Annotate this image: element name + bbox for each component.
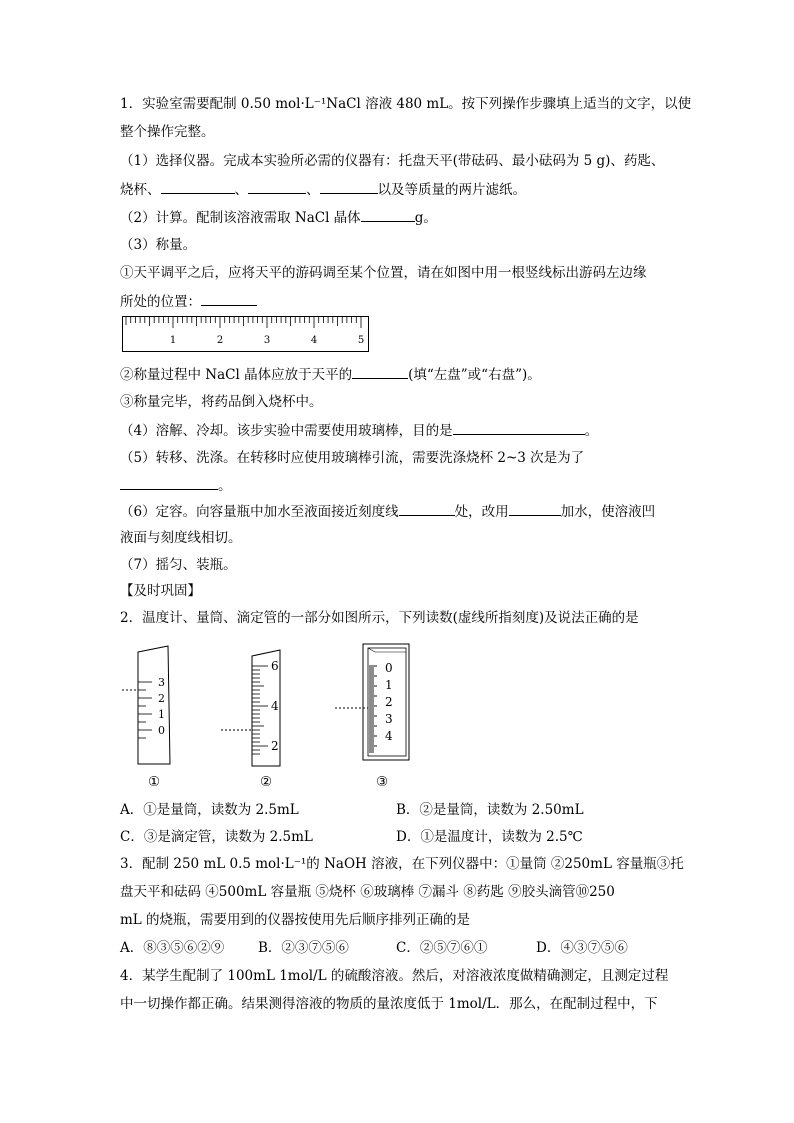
fig2-tick-label: 4 [271,699,279,713]
answer-blank[interactable] [399,502,455,516]
q1-step5-line1: （5）转移、洗涤。在转移时应使用玻璃棒引流，需要洗涤烧杯 2~3 次是为了 [120,450,585,466]
figure-label-1: ① [148,774,161,790]
q1-step6-line2: 液面与刻度线相切。 [120,530,242,546]
q1-step2 [120,208,437,227]
answer-blank[interactable] [352,365,408,379]
text: 处，改用 [454,504,509,520]
text: 。 [584,423,599,439]
text: 所处的位置： [120,294,201,310]
q3-option-c[interactable]: C．②⑤⑦⑥① [396,940,488,956]
text: 、 [306,182,320,198]
fig3-tick-label: 1 [385,678,393,692]
q2-option-d[interactable]: D．①是温度计，读数为 2.5℃ [396,829,583,845]
answer-blank[interactable] [201,292,257,306]
figure-label-3: ③ [376,774,389,790]
figure-2-instrument [218,648,298,774]
text: （2）计算。配制该溶液需取 NaCl 晶体 [120,210,361,226]
ruler-label-4: 4 [310,335,318,346]
q2-option-a[interactable]: A．①是量筒，读数为 2.5mL [120,802,299,818]
fig1-tick-label: 3 [158,676,165,689]
ruler-label-5: 5 [357,335,365,346]
text: 以及等质量的两片滤纸。 [377,182,526,198]
text: 烧杯、 [120,182,161,198]
q1-step3-1-line2 [120,292,257,311]
q2-option-c[interactable]: C．③是滴定管，读数为 2.5mL [120,829,313,845]
answer-blank[interactable] [120,476,218,490]
q3-option-b[interactable]: B．②③⑦⑤⑥ [258,940,349,956]
answer-blank[interactable] [509,502,561,516]
answer-blank[interactable] [320,180,378,194]
figure-3-instrument [333,638,413,768]
q4-stem-line1: 4．某学生配制了 100mL 1mol/L 的硫酸溶液。然后，对溶液浓度做精确测定，且测定过程 [120,968,669,984]
ruler-label-3: 3 [263,335,271,346]
text: （4）溶解、冷却。该步实验中需要使用玻璃棒，目的是 [120,423,453,439]
answer-blank[interactable] [361,208,415,222]
ruler-label-1: 1 [169,335,177,346]
answer-blank[interactable] [453,421,585,435]
q1-step5-line2 [120,476,232,495]
q1-step7: （7）摇匀、装瓶。 [120,557,237,573]
figure-1-instrument [120,642,190,772]
text: 、 [234,182,248,198]
text: ②称量过程中 NaCl 晶体应放于天平的 [120,367,353,383]
answer-blank[interactable] [161,180,235,194]
fig3-tick-label: 4 [385,729,393,743]
q1-stem-line1: 1．实验室需要配制 0.50 mol·L⁻¹NaCl 溶液 480 mL。按下列操作步骤填上适当的文字，以使 [120,96,692,112]
ruler-label-2: 2 [216,335,224,346]
text: （6）定容。向容量瓶中加水至液面接近刻度线 [120,504,399,520]
q1-step3: （3）称量。 [120,237,197,253]
text: (填“左盘”或“右盘”)。 [408,367,541,383]
fig2-tick-label: 2 [271,739,279,753]
q1-step4 [120,421,598,440]
fig2-tick-label: 6 [271,659,279,673]
q3-option-a[interactable]: A．⑧③⑤⑥②⑨ [120,940,225,956]
fig3-tick-label: 0 [385,661,393,675]
q1-step3-2 [120,365,541,384]
q1-stem-line2: 整个操作完整。 [120,124,215,140]
q3-stem-line3: mL 的烧瓶，需要用到的仪器按使用先后顺序排列正确的是 [120,912,471,928]
q3-stem-line2: 盘天平和砝码 ④500mL 容量瓶 ⑤烧杯 ⑥玻璃棒 ⑦漏斗 ⑧药匙 ⑨胶头滴管⑩250 [120,884,615,900]
fig1-tick-label: 1 [158,708,165,721]
figure-label-2: ② [260,774,273,790]
q1-step1-line1: （1）选择仪器。完成本实验所必需的仪器有：托盘天平(带砝码、最小砝码为 5 g)、药匙、 [120,153,665,169]
q2-stem: 2．温度计、量筒、滴定管的一部分如图所示，下列读数(虚线所指刻度)及说法正确的是 [120,610,639,626]
q1-step3-3: ③称量完毕，将药品倒入烧杯中。 [120,394,323,410]
fig1-tick-label: 0 [158,724,165,737]
text: g。 [414,210,437,226]
q1-step3-1-line1: ①天平调平之后，应将天平的游码调至某个位置，请在如图中用一根竖线标出游码左边缘 [120,265,647,281]
q3-option-d[interactable]: D．④③⑦⑤⑥ [536,940,628,956]
balance-ruler-figure[interactable] [122,316,370,354]
q4-stem-line2: 中一切操作都正确。结果测得溶液的物质的量浓度低于 1mol/L．那么，在配制过程中，下 [120,996,658,1012]
q2-option-b[interactable]: B．②是量筒，读数为 2.50mL [396,802,584,818]
fig1-tick-label: 2 [158,692,165,705]
fig3-tick-label: 2 [385,695,393,709]
q1-step6-line1 [120,502,655,521]
q3-stem-line1: 3．配制 250 mL 0.5 mol·L⁻¹的 NaOH 溶液，在下列仪器中：①量筒 ②250mL 容量瓶③托 [120,856,684,872]
q1-step1-line2 [120,180,526,199]
text: 加水，使溶液凹 [560,504,656,520]
text: 。 [218,478,232,494]
section-title: 【及时巩固】 [120,583,201,599]
answer-blank[interactable] [248,180,306,194]
fig3-tick-label: 3 [385,712,393,726]
